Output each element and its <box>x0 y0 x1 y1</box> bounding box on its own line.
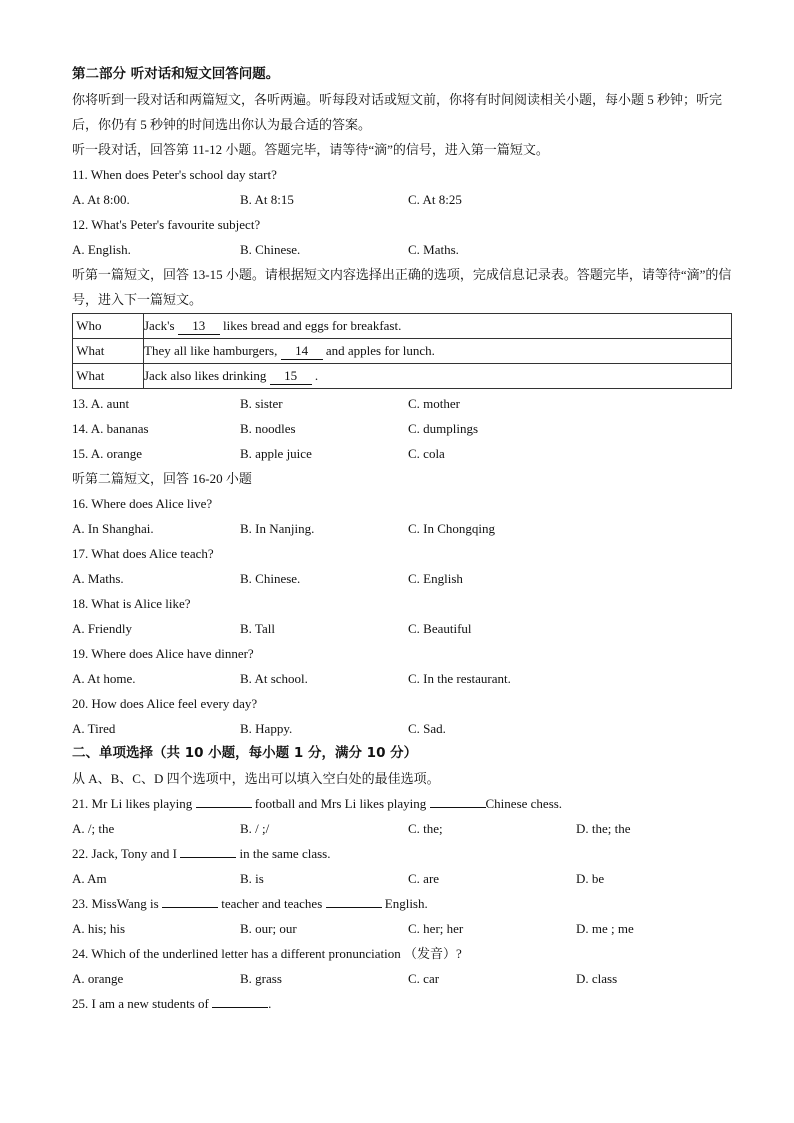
option-d[interactable]: D. be <box>576 871 605 886</box>
option-b[interactable]: B. is <box>240 871 264 886</box>
question-16-options <box>72 516 732 541</box>
table-row <box>73 364 732 389</box>
question-18-options <box>72 616 732 641</box>
option-c[interactable]: C. are <box>408 871 440 886</box>
option-d[interactable]: D. class <box>576 971 618 986</box>
passage1-intro: 听第一篇短文，回答 13-15 小题。请根据短文内容选择出正确的选项，完成信息记录表。答题完毕，请等待“滴”的信号，进入下一篇短文。 <box>72 267 732 307</box>
option-a[interactable]: A. English. <box>72 242 131 257</box>
section2-heading: 二、单项选择（共 10 小题，每小题 1 分，满分 10 分） <box>72 745 418 761</box>
passage2-intro: 听第二篇短文，回答 16-20 小题 <box>72 471 252 486</box>
option-a[interactable]: 13. A. aunt <box>72 396 130 411</box>
option-c[interactable]: C. English <box>408 571 463 586</box>
question-14-options <box>72 416 732 441</box>
question-12: 12. What's Peter's favourite subject? <box>72 217 261 232</box>
info-record-table <box>72 313 732 389</box>
question-23-options <box>72 916 732 941</box>
option-c[interactable]: C. her; her <box>408 921 464 936</box>
question-24: 24. Which of the underlined letter has a different pronunciation （发音）? <box>72 946 462 961</box>
answer-blank[interactable] <box>196 807 252 808</box>
question-21-options <box>72 816 732 841</box>
part2-instructions: 你将听到一段对话和两篇短文，各听两遍。听每段对话或短文前，你将有时间阅读相关小题，每小题 5 秒钟；听完后，你仍有 5 秒钟的时间选出你认为最合适的答案。 <box>72 92 723 132</box>
row-label: Who <box>73 314 144 339</box>
option-b[interactable]: B. In Nanjing. <box>240 521 315 536</box>
option-c[interactable]: C. car <box>408 971 440 986</box>
option-c[interactable]: C. dumplings <box>408 421 479 436</box>
question-25: 25. I am a new students of . <box>72 996 272 1011</box>
question-16: 16. Where does Alice live? <box>72 496 213 511</box>
row-label: What <box>73 364 144 389</box>
question-20-options <box>72 716 732 741</box>
question-17-options <box>72 566 732 591</box>
option-d[interactable]: D. the; the <box>576 821 631 836</box>
question-18: 18. What is Alice like? <box>72 596 191 611</box>
part2-heading: 第二部分 听对话和短文回答问题。 <box>72 66 280 82</box>
row-label: What <box>73 339 144 364</box>
row-content: Jack's 13 likes bread and eggs for breakfast. <box>144 314 732 339</box>
option-b[interactable]: B. grass <box>240 971 282 986</box>
option-d[interactable]: D. me ; me <box>576 921 634 936</box>
option-a[interactable]: A. his; his <box>72 921 126 936</box>
option-b[interactable]: B. Chinese. <box>240 571 301 586</box>
question-19-options <box>72 666 732 691</box>
option-a[interactable]: A. Tired <box>72 721 116 736</box>
question-17: 17. What does Alice teach? <box>72 546 214 561</box>
option-c[interactable]: C. In Chongqing <box>408 521 496 536</box>
option-c[interactable]: C. mother <box>408 396 460 411</box>
option-a[interactable]: A. At home. <box>72 671 136 686</box>
blank-13[interactable]: 13 <box>178 318 220 335</box>
question-19: 19. Where does Alice have dinner? <box>72 646 254 661</box>
dialog-intro: 听一段对话，回答第 11-12 小题。答题完毕，请等待“滴”的信号，进入第一篇短文。 <box>72 142 549 157</box>
answer-blank[interactable] <box>326 907 382 908</box>
option-b[interactable]: B. / ;/ <box>240 821 270 836</box>
question-21: 21. Mr Li likes playing football and Mrs Li likes playing Chinese chess. <box>72 796 563 811</box>
option-b[interactable]: B. noodles <box>240 421 296 436</box>
question-15-options <box>72 441 732 466</box>
option-c[interactable]: C. Beautiful <box>408 621 472 636</box>
question-22-options <box>72 866 732 891</box>
option-b[interactable]: B. our; our <box>240 921 297 936</box>
option-a[interactable]: A. /; the <box>72 821 115 836</box>
answer-blank[interactable] <box>430 807 486 808</box>
answer-blank[interactable] <box>162 907 218 908</box>
option-a[interactable]: A. Friendly <box>72 621 132 636</box>
option-a[interactable]: A. orange <box>72 971 124 986</box>
answer-blank[interactable] <box>212 1007 268 1008</box>
option-b[interactable]: B. Happy. <box>240 721 293 736</box>
question-12-options <box>72 237 732 262</box>
option-c[interactable]: C. At 8:25 <box>408 192 462 207</box>
table-row <box>73 339 732 364</box>
option-a[interactable]: A. Maths. <box>72 571 124 586</box>
option-c[interactable]: C. Sad. <box>408 721 446 736</box>
question-23: 23. MissWang is teacher and teaches English. <box>72 896 428 911</box>
question-22: 22. Jack, Tony and I in the same class. <box>72 846 331 861</box>
option-b[interactable]: B. At 8:15 <box>240 192 294 207</box>
option-b[interactable]: B. Tall <box>240 621 275 636</box>
question-20: 20. How does Alice feel every day? <box>72 696 258 711</box>
option-b[interactable]: B. At school. <box>240 671 308 686</box>
option-c[interactable]: C. Maths. <box>408 242 459 257</box>
option-a[interactable]: 14. A. bananas <box>72 421 149 436</box>
option-c[interactable]: C. the; <box>408 821 443 836</box>
question-11: 11. When does Peter's school day start? <box>72 167 277 182</box>
answer-blank[interactable] <box>180 857 236 858</box>
question-13-options <box>72 391 732 416</box>
table-row <box>73 314 732 339</box>
option-b[interactable]: B. apple juice <box>240 446 312 461</box>
option-a[interactable]: 15. A. orange <box>72 446 143 461</box>
option-c[interactable]: C. cola <box>408 446 445 461</box>
row-content: They all like hamburgers, 14 and apples for lunch. <box>144 339 732 364</box>
question-11-options <box>72 187 732 212</box>
row-content: Jack also likes drinking 15 . <box>144 364 732 389</box>
option-a[interactable]: A. In Shanghai. <box>72 521 154 536</box>
option-b[interactable]: B. Chinese. <box>240 242 301 257</box>
exam-page <box>72 62 732 1016</box>
blank-15[interactable]: 15 <box>270 368 312 385</box>
question-24-options <box>72 966 732 991</box>
option-c[interactable]: C. In the restaurant. <box>408 671 511 686</box>
option-b[interactable]: B. sister <box>240 396 283 411</box>
option-a[interactable]: A. Am <box>72 871 107 886</box>
section2-instructions: 从 A、B、C、D 四个选项中，选出可以填入空白处的最佳选项。 <box>72 771 440 786</box>
option-a[interactable]: A. At 8:00. <box>72 192 130 207</box>
blank-14[interactable]: 14 <box>281 343 323 360</box>
